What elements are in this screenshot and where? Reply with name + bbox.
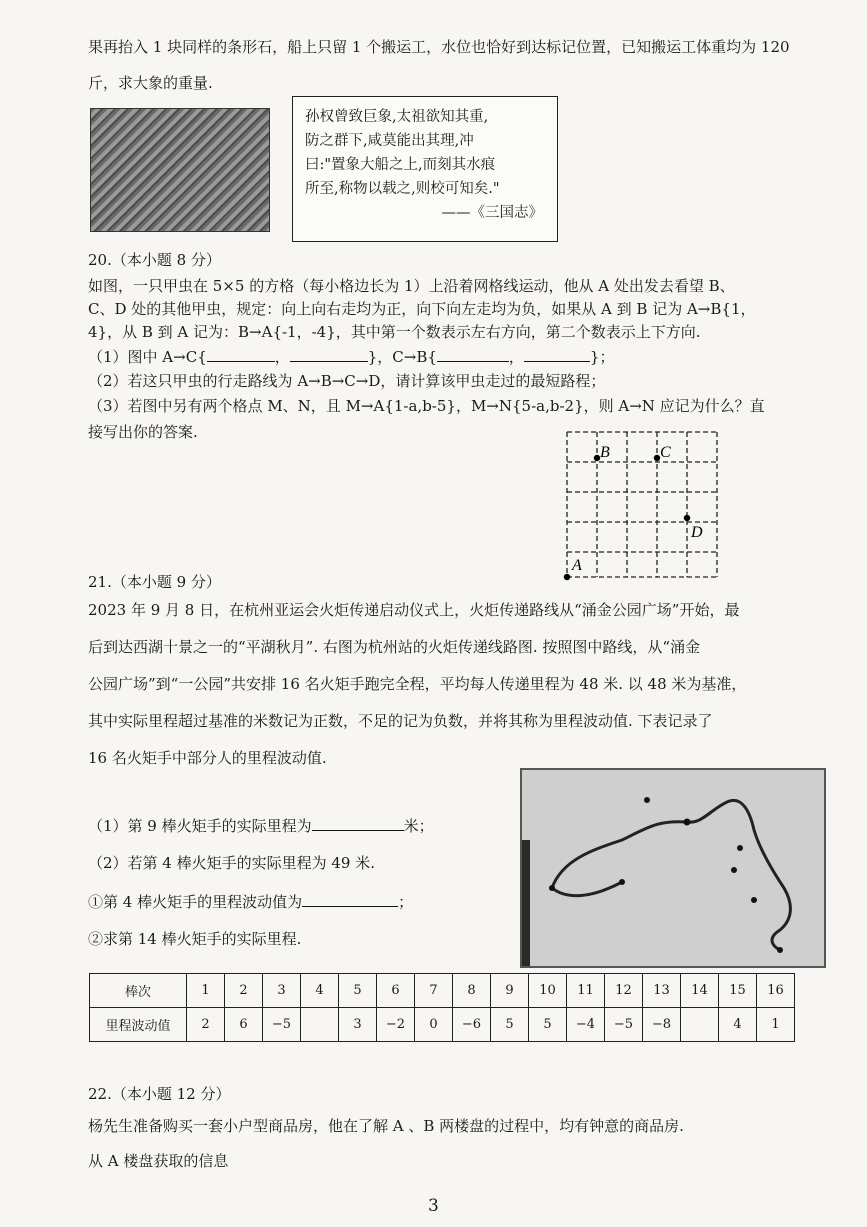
q21-part1-text: （1）第 9 棒火矩手的实际里程为 [88, 817, 312, 835]
q21-sub1-text: ； [398, 893, 414, 911]
q20-part1 [88, 345, 614, 368]
table-cell: 4 [301, 974, 339, 1008]
q21-part1-text: 米； [403, 817, 434, 835]
q22-subheading: 从 A 楼盘获取的信息 [88, 1152, 229, 1170]
table-cell: 2 [225, 974, 263, 1008]
q21-para-line: 16 名火矩手中部分人的里程波动值. [88, 749, 327, 767]
point-c-label: C [660, 444, 671, 461]
table-cell: 1 [757, 1008, 795, 1042]
table-cell: −2 [377, 1008, 415, 1042]
table-cell: 6 [225, 1008, 263, 1042]
q20-heading: 20.（本小题 8 分） [88, 251, 221, 269]
answer-blank[interactable] [437, 345, 509, 362]
q20-para-line: 如图，一只甲虫在 5×5 的方格（每小格边长为 1）上沿着网格线运动，他从 A 处出发去看望 B、 [88, 277, 735, 295]
table-header-cell: 棒次 [90, 974, 187, 1008]
quote-line: 防之群下,咸莫能出其理,冲 [305, 133, 474, 149]
answer-blank[interactable] [302, 890, 398, 907]
point-b-label: B [600, 444, 610, 461]
answer-blank[interactable] [524, 345, 590, 362]
quote-source: ——《三国志》 [441, 205, 543, 221]
point-d-label: D [691, 524, 703, 541]
elephant-weighing-illustration [90, 108, 270, 232]
table-cell: −6 [453, 1008, 491, 1042]
table-cell: 5 [529, 1008, 567, 1042]
point-d-dot [684, 515, 690, 521]
answer-blank[interactable] [312, 814, 404, 831]
point-a-dot [564, 574, 570, 580]
q22-para: 杨先生准备购买一套小户型商品房，他在了解 A 、B 两楼盘的过程中，均有钟意的商品房. [88, 1117, 684, 1135]
route-line-figure [522, 770, 824, 966]
q21-sub2: ②求第 14 棒火矩手的实际里程. [88, 930, 302, 948]
table-cell: −5 [263, 1008, 301, 1042]
quote-line: 曰:"置象大船之上,而刻其水痕 [305, 157, 496, 173]
q21-sub1 [88, 890, 413, 913]
point-a-label: A [572, 557, 582, 574]
q22-heading: 22.（本小题 12 分） [88, 1085, 231, 1103]
q21-para-line: 公园广场”到“一公园”共安排 16 名火矩手跑完全程，平均每人传递里程为 48 米. 以 48 米为基准， [88, 675, 747, 693]
q20-part1-text: （1）图中 A→C{ [88, 348, 207, 366]
table-cell: −4 [567, 1008, 605, 1042]
table-cell: 16 [757, 974, 795, 1008]
q20-part3-line2: 接写出你的答案. [88, 423, 198, 441]
q19-text-line2: 斤，求大象的重量. [88, 74, 213, 92]
q20-part1-text: }； [589, 348, 615, 366]
table-cell: 10 [529, 974, 567, 1008]
q19-text-line1: 果再抬入 1 块同样的条形石，船上只留 1 个搬运工，水位也恰好到达标记位置，已知搬运工体重均为 120 [88, 38, 790, 56]
table-cell: 7 [415, 974, 453, 1008]
table-header-cell: 里程波动值 [90, 1008, 187, 1042]
page-number: 3 [428, 1196, 439, 1216]
q20-para-line: 4}，从 B 到 A 记为：B→A{-1，-4}，其中第一个数表示左右方向，第二个数表示上下方向. [88, 323, 701, 341]
table-cell: 1 [187, 974, 225, 1008]
mileage-fluctuation-table [89, 973, 795, 1042]
q21-heading: 21.（本小题 9 分） [88, 573, 221, 591]
table-cell: 9 [491, 974, 529, 1008]
table-cell: 5 [491, 1008, 529, 1042]
table-row [90, 974, 795, 1008]
quote-line: 孙权曾致巨象,太祖欲知其重, [305, 109, 489, 125]
table-cell: −5 [605, 1008, 643, 1042]
table-cell: 4 [719, 1008, 757, 1042]
q21-part1 [88, 814, 434, 837]
q21-para-line: 2023 年 9 月 8 日，在杭州亚运会火炬传递启动仪式上，火炬传递路线从“涌金公园广场”开始，最 [88, 601, 740, 619]
q21-para-line: 其中实际里程超过基准的米数记为正数，不足的记为负数，并将其称为里程波动值. 下表记录了 [88, 712, 713, 730]
table-cell: 12 [605, 974, 643, 1008]
map-edge-bar [522, 840, 530, 968]
table-cell: 13 [643, 974, 681, 1008]
q20-part3-line1: （3）若图中另有两个格点 M、N，且 M→A{1-a,b-5}，M→N{5-a,b-2}，则 A→N 应记为什么？直 [88, 397, 765, 415]
table-cell: 15 [719, 974, 757, 1008]
table-cell: 2 [187, 1008, 225, 1042]
table-cell: 14 [681, 974, 719, 1008]
table-cell [681, 1008, 719, 1042]
table-cell: 0 [415, 1008, 453, 1042]
q21-part2: （2）若第 4 棒火矩手的实际里程为 49 米. [88, 854, 376, 872]
q20-part1-text: ， [508, 348, 524, 366]
q21-para-line: 后到达西湖十景之一的“平湖秋月”. 右图为杭州站的火炬传递线路图. 按照图中路线，从“涌金 [88, 638, 701, 656]
q20-part2: （2）若这只甲虫的行走路线为 A→B→C→D，请计算该甲虫走过的最短路程； [88, 372, 606, 390]
torch-relay-route-map [520, 768, 826, 968]
table-cell [301, 1008, 339, 1042]
table-cell: 11 [567, 974, 605, 1008]
table-cell: 5 [339, 974, 377, 1008]
table-cell: −8 [643, 1008, 681, 1042]
table-cell: 8 [453, 974, 491, 1008]
answer-blank[interactable] [290, 345, 368, 362]
quote-line: 所至,称物以载之,则校可知矣." [305, 181, 500, 197]
table-cell: 3 [263, 974, 301, 1008]
table-row [90, 1008, 795, 1042]
answer-blank[interactable] [207, 345, 275, 362]
table-cell: 6 [377, 974, 415, 1008]
q20-part1-text: ， [274, 348, 290, 366]
q21-sub1-text: ①第 4 棒火矩手的里程波动值为 [88, 893, 303, 911]
history-quote-box [292, 96, 558, 242]
table-cell: 3 [339, 1008, 377, 1042]
beetle-grid-figure [560, 428, 722, 582]
q20-para-line: C、D 处的其他甲虫，规定：向上向右走均为正，向下向左走均为负，如果从 A 到 B 记为 A→B{1， [88, 300, 756, 318]
q20-part1-text: }，C→B{ [367, 348, 437, 366]
